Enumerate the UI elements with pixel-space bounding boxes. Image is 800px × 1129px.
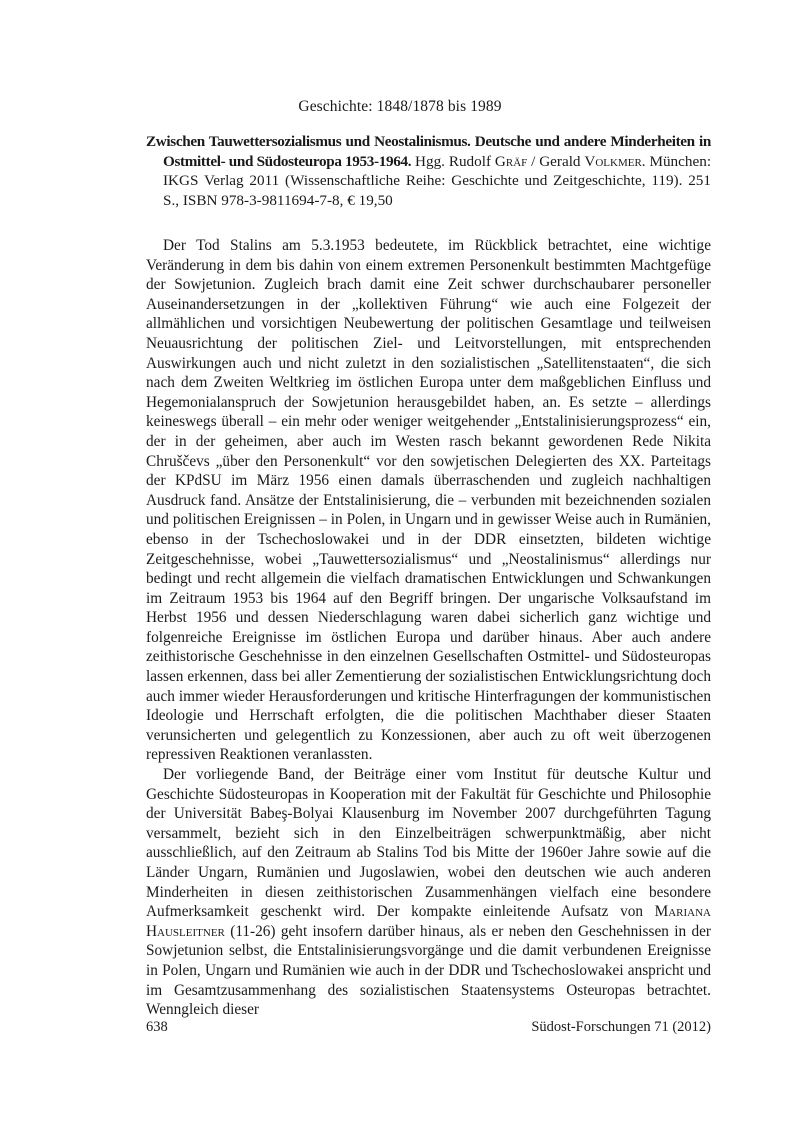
editors-prefix: Hgg. Rudolf <box>415 152 492 170</box>
publication-details: München: IKGS Verlag 2011 (Wissenschaftliche Reihe: Geschichte und Zeitgeschichte, 119). 251 S., ISBN 978-3-9811694-7-8, € 19,50 <box>163 152 712 209</box>
page-number: 638 <box>146 1019 168 1035</box>
editor1-surname: Gräf <box>494 152 528 170</box>
page-footer <box>146 1019 711 1036</box>
paragraph-2 <box>146 765 711 1020</box>
paragraph-2-part-1: Der vorliegende Band, der Beiträge einer vom Institut für deutsche Kultur und Geschichte Südosteuropas in Kooperation mit der Fakultät für Geschichte und Philosophie der Universität Babeş-Bolyai Klausenburg im November 2007 durchgeführten Tagung versammelt, bezieht sich in den Einzelbeiträgen schwerpunktmäßig, aber nicht ausschließlich, auf den Zeitraum ab Stalins Tod bis Mitte der 1960er Jahre sowie auf die Länder Ungarn, Rumänien und Jugoslawien, wobei den deutschen wie auch anderen Minderheiten in diesen zeithistorischen Zusammenhängen vielfach eine besondere Aufmerksamkeit geschenkt wird. Der kompakte einleitende Aufsatz von <box>146 766 711 921</box>
editor2-surname: Volkmer <box>584 152 642 170</box>
review-body <box>146 236 711 1020</box>
editor2-given: Gerald <box>539 152 581 170</box>
review-header <box>146 132 711 210</box>
author-name: Mariana Hausleitner <box>146 903 711 940</box>
paragraph-1: Der Tod Stalins am 5.3.1953 bedeutete, im Rückblick betrachtet, eine wichtige Veränderung in dem bis dahin von einem extremen Personenkult bestimmten Machtgefüge der Sowjetunion. Zugleich brach damit eine Zeit schwer durchschaubarer personeller Auseinandersetzungen in der „kollektiven Führung“ wie auch eine Folgezeit der allmählichen und vorsichtigen Neubewertung der politischen Gesamtlage und teilweisen Neuausrichtung der politischen Ziel- und Leitvorstellungen, mit entsprechenden Auswirkungen auch und nicht zuletzt in den sozialistischen „Satellitenstaaten“, die sich nach dem Zweiten Weltkrieg im östlichen Europa unter dem maßgeblichen Einfluss und Hegemonialanspruch der Sowjetunion herausgebildet haben, an. Es setzte – allerdings keineswegs überall – ein mehr oder weniger weitgehender „Entstalinisierungsprozess“ ein, der in der geheimen, aber auch im Westen rasch bekannt gewordenen Rede Nikita Chruščevs „über den Personenkult“ vor den sowjetischen Delegierten des XX. Parteitags der KPdSU im März 1956 einen damals überraschenden und zugleich nachhaltigen Ausdruck fand. Ansätze der Entstalinisierung, die – verbunden mit bezeichnenden sozialen und politischen Ereignissen – in Polen, in Ungarn und in gewisser Weise auch in Rumänien, ebenso in der Tschechoslowakei und in der DDR einsetzten, bildeten wichtige Zeitgeschehnisse, wobei „Tauwettersozialismus“ und „Neostalinismus“ allerdings nur bedingt und recht allgemein die vielfach dramatischen Entwicklungen und Schwankungen im Zeitraum 1953 bis 1964 auf den Begriff bringen. Der ungarische Volksaufstand im Herbst 1956 und dessen Niederschlagung waren dabei sicherlich ganz wichtige und folgenreiche Ereignisse im östlichen Europa und darüber hinaus. Aber auch andere zeithistorische Geschehnisse in den einzelnen Gesellschaften Ostmittel- und Südosteuropas lassen erkennen, dass bei aller Zementierung der sozialistischen Entwicklungsrichtung doch auch immer wieder Herausforderungen und kritische Hinterfragungen der kommunistischen Ideologie und Herrschaft erfolgten, die die politischen Machthaber dieser Staaten verunsicherten und gelegentlich zu Konzessionen, aber auch zu oft weit überzogenen repressiven Reaktionen veranlassten. <box>146 237 711 764</box>
review-title: Zwischen Tauwettersozialismus und Neostalinismus. Deutsche und andere Minderheiten in Ostmittel- und Südosteuropa 1953-1964. <box>146 133 711 170</box>
paragraph-2-part-2: (11-26) geht insofern darüber hinaus, als er neben den Geschehnissen in der Sowjetunion selbst, die Entstalinisierungsvorgänge und die damit verbundenen Ereignisse in Polen, Ungarn und Rumänien wie auch in der DDR und Tschechoslowakei anspricht und im Gesamtzusammenhang des sozialistischen Staatensystems Osteuropas betrachtet. Wenngleich dieser <box>146 922 711 1019</box>
running-head: Geschichte: 1848/1878 bis 1989 <box>298 98 502 115</box>
review-citation: Zwischen Tauwettersozialismus und Neostalinismus. Deutsche und andere Minderheiten in Ostmittel- und Südosteuropa 1953-1964. Hgg. Rudolf Gräf / Gerald Volkmer. München: IKGS Verlag 2011 (Wissenschaftliche Reihe: Geschichte und Zeitgeschichte, 119). 251 S., ISBN 978-3-9811694-7-8, € 19,50 <box>146 133 712 209</box>
journal-citation: Südost-Forschungen 71 (2012) <box>531 1019 711 1035</box>
